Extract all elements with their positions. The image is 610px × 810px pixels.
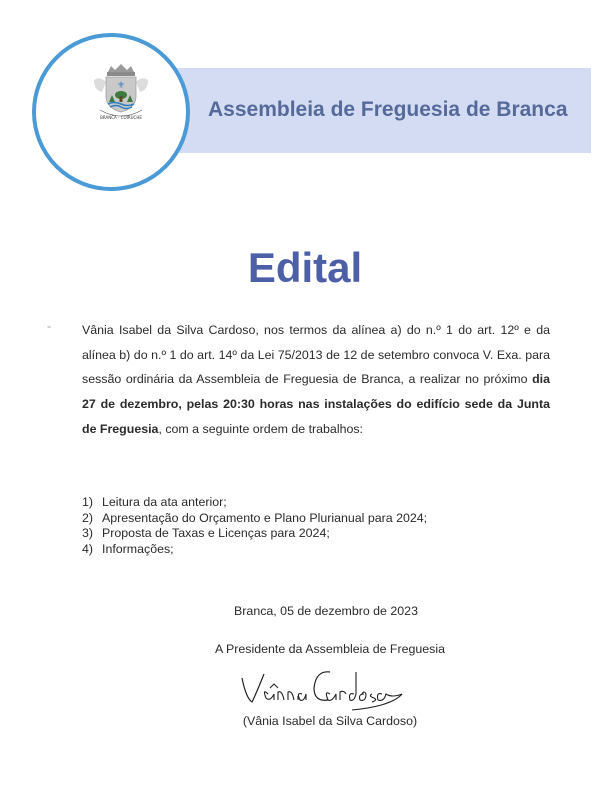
paragraph-intro: Vânia Isabel da Silva Cardoso, nos termos da alínea a) do n.º 1 do art. 12º e da alínea b) do n.º 1 do art. 14º da Lei 75/2013 de 12 de setembro convoca V. Exa. para sessão ordinária da Assembleia de Freguesia de Branca, a realizar no próximo [82, 323, 550, 387]
handwritten-signature [232, 664, 412, 714]
paragraph-outro: , com a seguinte ordem de trabalhos: [158, 421, 363, 436]
convocation-paragraph [82, 318, 550, 442]
document-title: Edital [247, 244, 363, 291]
signatory-role: A Presidente da Assembleia de Freguesia [214, 642, 446, 656]
agenda-list [82, 495, 427, 557]
agenda-item: 1) Leitura da ata anterior; [82, 495, 227, 509]
agenda-item: 4) Informações; [82, 541, 174, 556]
header-title: Assembleia de Freguesia de Branca [208, 98, 568, 121]
coat-of-arms-icon [86, 62, 156, 122]
signatory-name: (Vânia Isabel da Silva Cardoso) [242, 714, 418, 728]
agenda-item: 2) Apresentação do Orçamento e Plano Plurianual para 2024; [82, 510, 428, 525]
margin-mark: - [47, 319, 51, 333]
svg-text:⚜: ⚜ [116, 81, 126, 91]
paragraph-bold-details: dia 27 de dezembro, pelas 20:30 horas nas instalações do edifício sede da Junta de Freguesia [82, 372, 550, 436]
svg-text:BRANCA - COIRUCHE: BRANCA - COIRUCHE [100, 115, 142, 120]
place-date: Branca, 05 de dezembro de 2023 [234, 604, 418, 618]
agenda-item: 3) Proposta de Taxas e Licenças para 2024; [82, 526, 330, 540]
